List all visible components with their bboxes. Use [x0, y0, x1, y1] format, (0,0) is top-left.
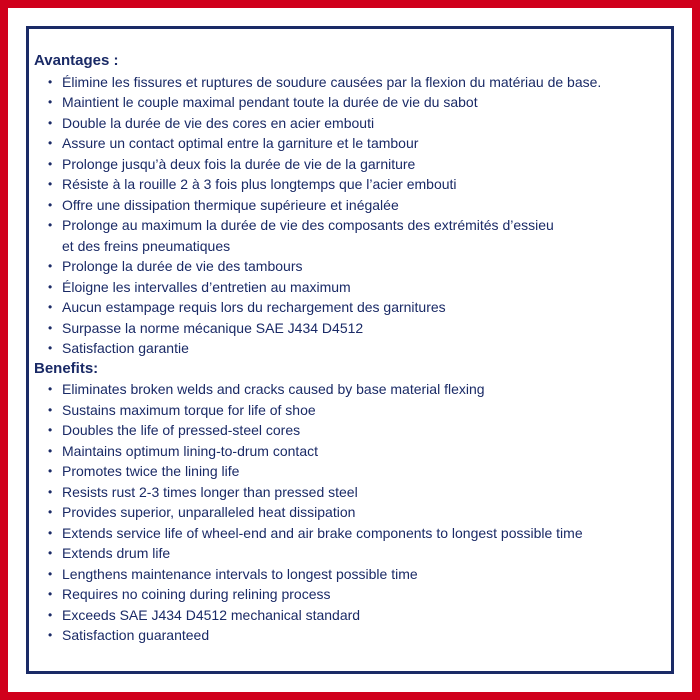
bullet-icon: •	[48, 423, 53, 437]
bullet-icon: •	[48, 505, 53, 519]
list-item: • Prolonge la durée de vie des tambours	[48, 256, 654, 277]
list-item: • Extends service life of wheel-end and air brake components to longest possible time	[48, 523, 654, 544]
bullet-icon: •	[48, 300, 53, 314]
bullet-icon: •	[48, 197, 53, 212]
list-item: • Aucun estampage requis lors du rechargement des garnitures	[48, 297, 654, 318]
bullet-icon: •	[48, 218, 53, 232]
bullet-icon: •	[48, 95, 53, 109]
bullet-icon: •	[48, 382, 53, 396]
benefits-list	[34, 379, 654, 646]
list-item: • Éloigne les intervalles d’entretien au maximum	[48, 277, 654, 298]
bullet-icon: •	[48, 341, 53, 355]
bullet-icon: •	[48, 525, 53, 540]
bullet-icon: •	[48, 74, 53, 89]
list-item: • Prolonge jusqu’à deux fois la durée de vie de la garniture	[48, 154, 654, 175]
list-item: • Requires no coining during relining process	[48, 584, 654, 605]
list-item: • Lengthens maintenance intervals to longest possible time	[48, 564, 654, 585]
list-item: • Provides superior, unparalleled heat dissipation	[48, 502, 654, 523]
bullet-icon: •	[48, 177, 53, 191]
avantages-heading: Avantages :	[34, 52, 119, 69]
list-item: • Exceeds SAE J434 D4512 mechanical standard	[48, 605, 654, 626]
bullet-icon: •	[48, 566, 53, 581]
list-item: • Satisfaction garantie	[48, 338, 654, 359]
bullet-icon: •	[48, 279, 53, 294]
bullet-icon: •	[48, 484, 53, 499]
list-item: • Double la durée de vie des cores en acier embouti	[48, 113, 654, 134]
bullet-icon: •	[48, 115, 53, 130]
list-item: • Résiste à la rouille 2 à 3 fois plus longtemps que l’acier embouti	[48, 174, 654, 195]
list-item: • Sustains maximum torque for life of shoe	[48, 400, 654, 421]
list-item-continuation: et des freins pneumatiques	[62, 237, 231, 254]
bullet-icon: •	[48, 587, 53, 601]
benefits-heading: Benefits:	[34, 359, 99, 377]
list-item: • Maintient le couple maximal pendant toute la durée de vie du sabot	[48, 92, 654, 113]
avantages-list	[34, 72, 654, 359]
bullet-icon: •	[48, 402, 53, 417]
list-item: • Surpasse la norme mécanique SAE J434 D4512	[48, 318, 654, 339]
list-item: • Offre une dissipation thermique supérieure et inégalée	[48, 195, 654, 216]
bullet-icon: •	[48, 464, 53, 478]
list-item: • Promotes twice the lining life	[48, 461, 654, 482]
list-item: • Extends drum life	[48, 543, 654, 564]
list-item: • Prolonge au maximum la durée de vie des composants des extrémités d’essieu et des freins pneumatiques	[48, 217, 554, 254]
bullet-icon: •	[48, 546, 53, 560]
list-item: • Maintains optimum lining-to-drum contact	[48, 441, 654, 462]
list-item: • Satisfaction guaranteed	[48, 625, 654, 646]
list-item: • Resists rust 2-3 times longer than pressed steel	[48, 482, 654, 503]
bullet-icon: •	[48, 136, 53, 150]
bullet-icon: •	[48, 607, 53, 622]
list-item: • Eliminates broken welds and cracks caused by base material flexing	[48, 379, 654, 400]
bullet-icon: •	[48, 628, 53, 642]
bullet-icon: •	[48, 156, 53, 171]
list-item: • Doubles the life of pressed-steel cores	[48, 420, 654, 441]
list-item: • Assure un contact optimal entre la garniture et le tambour	[48, 133, 654, 154]
list-item: • Élimine les fissures et ruptures de soudure causées par la flexion du matériau de base.	[48, 72, 654, 93]
bullet-icon: •	[48, 320, 53, 335]
content-panel	[34, 51, 654, 646]
bullet-icon: •	[48, 259, 53, 273]
bullet-icon: •	[48, 443, 53, 458]
